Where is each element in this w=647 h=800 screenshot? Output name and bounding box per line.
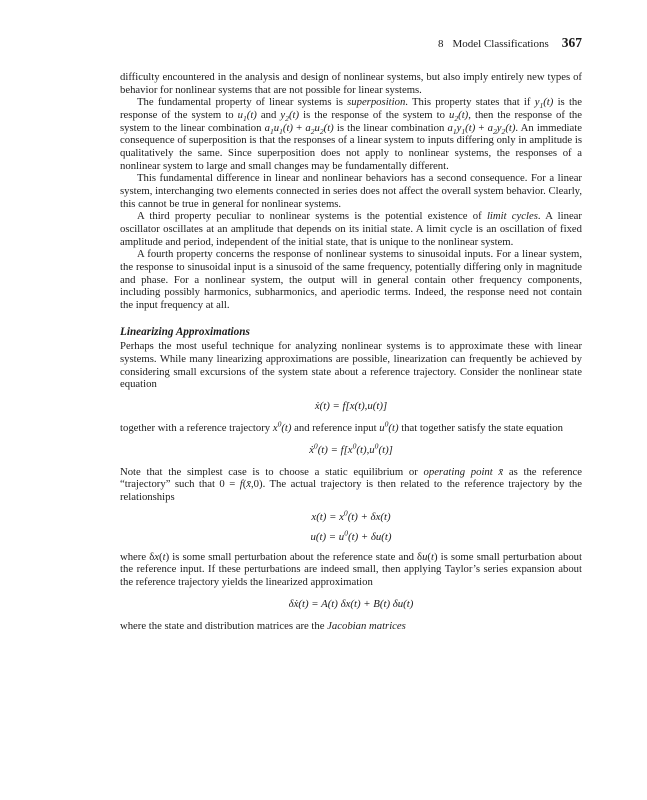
- body-paragraph: where the state and distribution matrices are the Jacobian matrices: [120, 619, 406, 632]
- chapter-number: 8: [438, 38, 444, 50]
- equation-u-relationship: $u(t) = u^0(t) + \delta u(t)$: [310, 528, 392, 543]
- equation-state: ẋ(t) = f[x(t),u(t)]: [314, 400, 388, 413]
- equation-linearized: δẋ(t) = A(t) δx(t) + B(t) δu(t): [288, 597, 414, 610]
- body-paragraph: difficulty encountered in the analysis and design of nonlinear systems, but also imply entirely new types of behavior for nonlinear systems that are not possible for linear systems.: [120, 71, 582, 96]
- running-header: [120, 35, 582, 51]
- chapter-title: Model Classifications: [452, 38, 549, 50]
- page-number: 367: [561, 35, 582, 50]
- body-paragraph: A fourth property concerns the response of nonlinear systems to sinusoidal inputs. For a linear system, the response to sinusoidal input is a sinusoid of the same frequency, potentially differing only in magnitude and phase. For a nonlinear system, the output will in general contain other frequency components, including possibly harmonics, subharmonics, and aperiodic terms. Indeed, the response need not contain the input frequency at all.: [120, 248, 582, 311]
- body-paragraph: This fundamental difference in linear and nonlinear behaviors has a second consequence. For a linear system, interchanging two elements connected in series does not affect the overall system behavior. Clearly, this cannot be true in general for nonlinear systems.: [120, 172, 582, 210]
- body-paragraph: Note that the simplest case is to choose a static equilibrium or operating point x̄ as the reference “trajectory” such that 0 = f(x̄,0). The actual trajectory is then related to the reference trajectory by the relationships: [120, 465, 582, 504]
- body-paragraph: together with a reference trajectory $x^0(t)$ and reference input $u^0(t)$ that together satisfy the state equation: [120, 419, 563, 435]
- content-column: [120, 0, 582, 632]
- body-paragraph: A third property peculiar to nonlinear systems is the potential existence of limit cycles. A linear oscillator oscillates at an amplitude that depends on its initial state. A limit cycle is an oscillation of fixed amplitude and period, independent of the initial state, that is unique to the nonlinear system.: [120, 210, 582, 248]
- equation-reference-state: ẋ$^0$(t) = $f[x^0(t),u^0(t)]$: [309, 441, 393, 456]
- body-paragraph: where δx(t) is some small perturbation about the reference state and δu(t) is some small perturbation about the reference input. If these perturbations are indeed small, then applying Taylor’s series expansion about the reference trajectory yields the linearized approximation: [120, 550, 582, 589]
- section-heading: Linearizing Approximations: [120, 326, 250, 339]
- body-paragraph: Perhaps the most useful technique for analyzing nonlinear systems is to approximate these with linear systems. While many linearizing approximations are possible, linearization can frequently be achieved by considering small excursions of the system state about a reference trajectory. Consider the nonlinear state equation: [120, 340, 582, 391]
- body-paragraph: The fundamental property of linear systems is superposition. This property states that if $y_1(t)$ is the response of the system to $u_1(t)$ and $y_2(t)$ is the response of the system to $u_2(t)$, then the response of the system to the linear combination $a_1u_1(t) + a_2u_2(t)$ is the linear combination $a_1y_1(t) + a_2y_2(t)$. An immediate consequence of superposition is that the responses of a linear system to inputs differing only in amplitude is qualitatively the same. Since superposition does not apply to nonlinear systems, the responses of a nonlinear system to large and small changes may be fundamentally different.: [120, 96, 583, 172]
- equation-x-relationship: $x(t) = x^0(t) + \delta x(t)$: [311, 508, 391, 523]
